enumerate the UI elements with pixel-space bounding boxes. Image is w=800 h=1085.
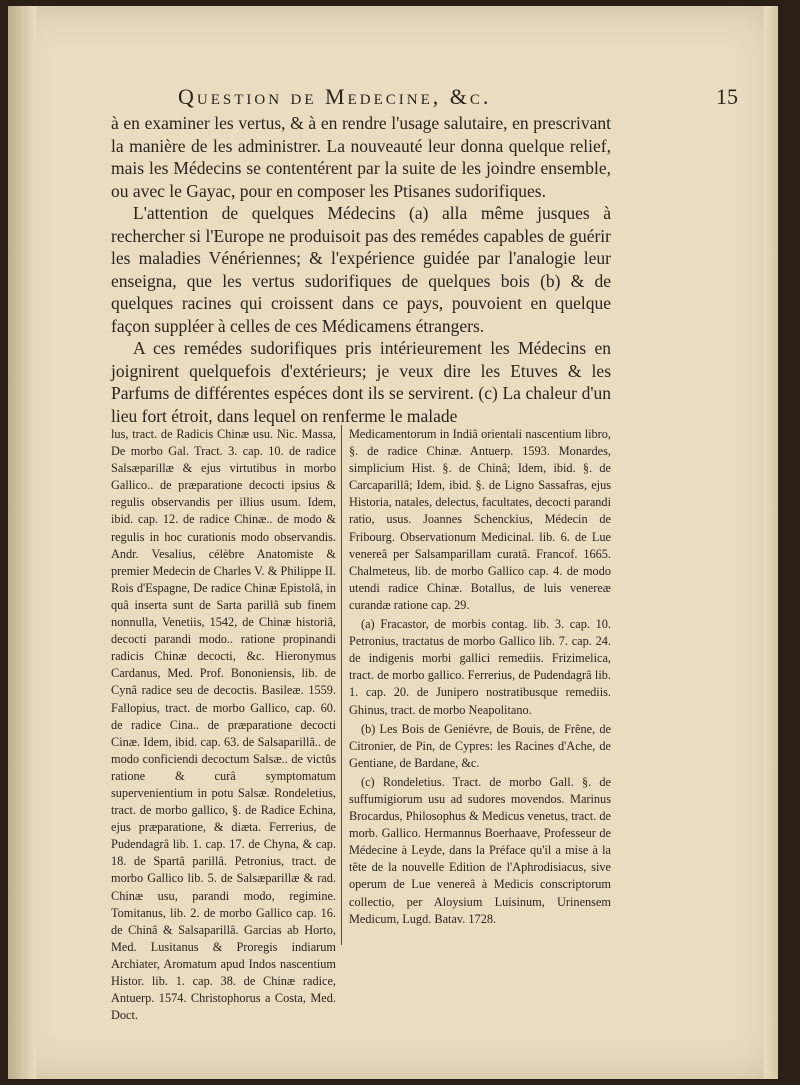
running-title: Question de Medecine, &c. bbox=[178, 84, 492, 109]
column-divider bbox=[341, 425, 342, 945]
main-text-body bbox=[111, 112, 611, 427]
page-edge bbox=[764, 6, 778, 1079]
page-number: 15 bbox=[716, 84, 738, 109]
footnote-c: (c) Rondeletius. Tract. de morbo Gall. §. de suffumigiorum usu ad sudores movendos. Marinus Brocardus, Philosophus & Medicus venetus, tract. de morb. Gallico. Hermannus Boerhaave, Professeur de Médecine à Leyde, dans la Préface qu'il a mise à la tête de la nouvelle Edition de l'Aphrodisiacus, sive operum de Lue venereâ à Medicis conscriptorum collectio, per Aloysium Luisinum, Urinensem Medicum, Lugd. Batav. 1728. bbox=[349, 774, 611, 926]
footnote-text: Medicamentorum in Indiâ orientali nascentium libro, §. de radice Chinæ. Antuerp. 1593. Monardes, simplicium Hist. §. de Chinâ; Idem, ibid. §. de Carcaparillâ; Idem, ibid. §. de Ligno Sassafras, ejus Historia, natales, delectus, facultates, decocti parandi ratio, usus. Joannes Schenckius, Médecin de Fribourg. Observationum Medicinal. lib. 6. de Lue venereâ per Salsamparillam curatâ. Francof. 1665. Chalmeteus, lib. de morbo Gallico cap. 4. de modo utendi radice Chinæ. Botallus, de luis venereæ curandæ ratione cap. 29. bbox=[349, 427, 611, 612]
footnote-column-right bbox=[349, 426, 611, 930]
footnote-b: (b) Les Bois de Geniévre, de Bouis, de Frêne, de Citronier, de Pin, de Cypres: les Racines d'Ache, de Gentiane, de Bardane, &c. bbox=[349, 721, 611, 770]
paragraph: à en examiner les vertus, & à en rendre l'usage salutaire, en prescrivant la manière de les administrer. La nouveauté leur donna quelque relief, mais les Médecins se contentérent par la suite de les joindre ensemble, ou avec le Gayac, pour en composer les Ptisanes sudorifiques. bbox=[111, 113, 611, 201]
paragraph: L'attention de quelques Médecins (a) alla même jusques à rechercher si l'Europe ne produisoit pas des remédes capables de guérir les maladies Vénériennes; & l'expérience guidée par l'analogie leur enseigna, que les vertus sudorifiques de quelques bois (b) & de quelques racines qui croissent dans ce pays, pouvoient en quelque façon suppléer à celles de ces Médicamens étrangers. bbox=[111, 203, 611, 336]
footnote-text: lus, tract. de Radicis Chinæ usu. Nic. Massa, De morbo Gal. Tract. 3. cap. 10. de radice Salsæparillæ & ejus virtutibus in morbo Gallico.. de præparatione decocti ipsius & regulis observandis per illius usum. Idem, ibid. cap. 12. de radice Chinæ.. de modo & regulis in hoc curationis modo observandis. Andr. Vesalius, célèbre Anatomiste & premier Medecin de Charles V. & Philippe II. Rois d'Espagne, De radice Chinæ Epistolâ, in quâ inserta sunt de Sarta parillâ sub finem nonnulla, Venetiis, 1542, de Chinæ historiâ, decocti parandi modo.. ratione propinandi radicis Chinæ decocti, &c. Hieronymus Cardanus, Med. Prof. Bononiensis, lib. de Cynâ radice seu de decoctis. Basileæ. 1559. Fallopius, tract. de morbo Gallico, cap. 60. de radice Cina.. de præparatione decocti Cinæ. Idem, ibid. cap. 63. de Salsaparillâ.. de modo conficiendi decoctum Salsæ.. de victûs ratione & curâ symptomatum supervenientium in potu Salsæ. Rondeletius, tract. de morbo gallico, §. de Radice Echina, ejus præparatione, & diæta. Ferrerius, de Pudendagrâ lib. 1. cap. 17. de Chyna, & cap. 18. de Spartâ parillâ. Petronius, tract. de morbo Gallico lib. 5. de Salsæparillæ & rad. Chinæ usu, parandi modo, regimine. Tomitanus, lib. 2. de morbo Gallico cap. 16. de Chinâ & Salsaparillâ. Garcias ab Horto, Med. Lusitanus & Proregis indiarum Archiater, Aromatum apud Indos nascentium Histor. lib. 1. cap. 38. de Chinæ radice, Antuerp. 1574. Christophorus a Costa, Med. Doct. bbox=[111, 427, 336, 1023]
book-page bbox=[8, 6, 778, 1079]
page-gutter bbox=[8, 6, 36, 1079]
footnote-a: (a) Fracastor, de morbis contag. lib. 3. cap. 10. Petronius, tractatus de morbo Gallico lib. 7. cap. 24. de indigenis morbi gallici remediis. Frizimelica, tract. de morbo gallico. Ferrerius, de Pudendagrâ lib. 1. cap. 20. de Junipero nostratibusque remediis. Ghinus, tract. de morbo Neapolitano. bbox=[349, 617, 611, 717]
paragraph: A ces remédes sudorifiques pris intérieurement les Médecins en joignirent quelquefois d'extérieurs; je veux dire les Etuves & les Parfums de différentes espéces dont ils se servirent. (c) La chaleur d'un lieu fort étroit, dans lequel on renferme le malade bbox=[111, 338, 611, 426]
footnote-column-left bbox=[111, 426, 336, 1026]
